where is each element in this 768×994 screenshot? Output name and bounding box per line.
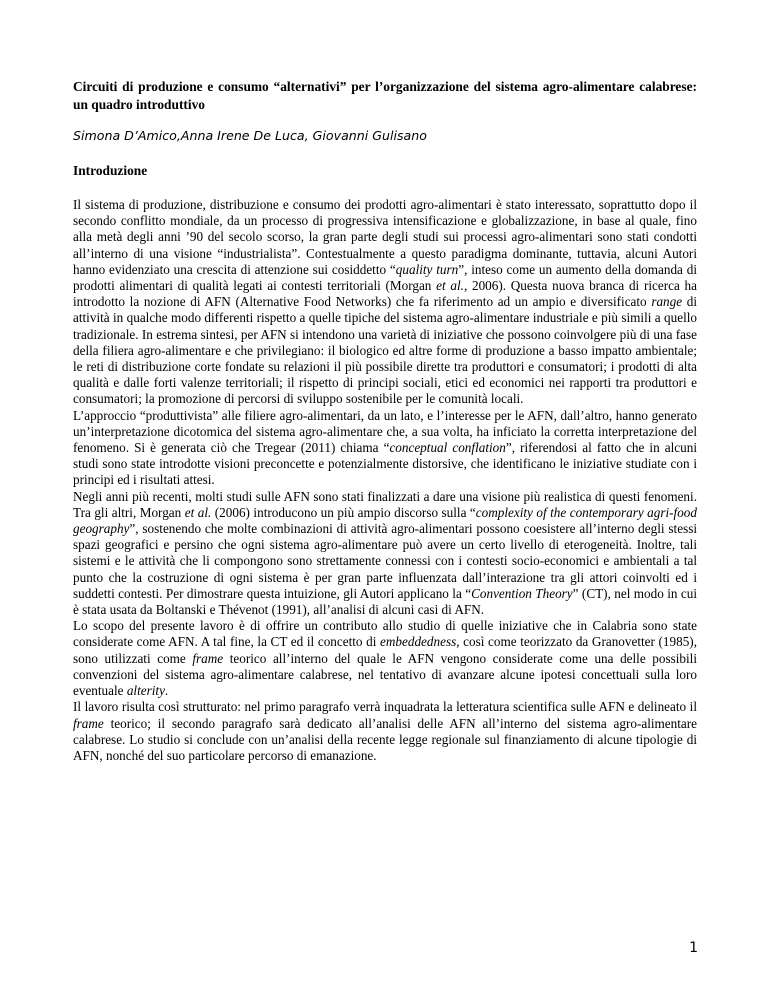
paragraph [73,489,697,619]
italic-term: frame [192,650,224,666]
italic-term: alterity [126,683,165,699]
document-title: Circuiti di produzione e consumo “alternativi” per l’organizzazione del sistema agro-alimentare calabrese: un quadro introduttivo [73,79,697,112]
text-run: (2006) introducono un più ampio discorso sulla “ [211,504,476,520]
text-run: ” (CT), nel modo in cui è stata usata da Boltanski e Thévenot (1991), all’analisi di alcuni casi di AFN. [73,585,698,618]
page-number: 1 [689,940,698,956]
section-heading: Introduzione [73,163,148,178]
body-text [73,197,697,764]
text-run: Lo scopo del presente lavoro è di offrire un contributo allo studio di quelle iniziative che in Calabria sono state considerate come AFN. A tal fine, la CT ed il concetto di [73,618,697,650]
italic-term: complexity of the contemporary agri-food geography [73,504,697,537]
italic-term: conceptual conflation [389,440,506,456]
italic-term: quality turn [395,261,459,277]
text-run: teorico; il secondo paragrafo sarà dedicato all’analisi delle AFN all’interno del sistema agro-alimentare calabrese. Lo studio si conclude con un’analisi della recente legge regionale sul finanziamento di alcune tipologie di AFN, nonché del suo particolare percorso di emanazione. [73,715,697,763]
text-run: 2006). Questa nuova branca di ricerca ha introdotto la nozione di AFN (Alternative Food Networks) che fa riferimento ad un ampio e diversificato [73,278,697,310]
text-run: . [164,683,169,699]
text-run: ”, inteso come un aumento della domanda di prodotti alimentari di qualità legati ai contesti territoriali (Morgan [73,261,697,294]
paragraph [73,699,697,764]
italic-term: range [651,294,683,310]
text-run: teorico all’interno del quale le AFN vengono considerate come una delle possibili convenzioni del sistema agro-alimentare calabrese, nel tentativo di avanzare alcune ipotesi concettuali sulla loro eventuale [73,650,697,699]
paragraph [73,408,697,489]
italic-term: et al., [436,278,468,294]
italic-term: et al. [184,504,212,520]
text-run: Il sistema di produzione, distribuzione e consumo dei prodotti agro-alimentari è stato interessato, soprattutto dopo il secondo conflitto mondiale, da un processo di progressiva intensificazione e globalizzazione, in base al quale, fino alla metà degli anni ’90 del secolo scorso, la gran parte degli studi sui processi agro-alimentari sono stati condotti all’interno di una visione “industrialista”. Contestualmente a questo paradigma dominante, tuttavia, alcuni Autori hanno evidenziato una crescita di attenzione sui cosiddetto “ [73,197,697,277]
italic-term: Convention Theory [471,585,573,601]
text-run: ”, sostenendo che molte combinazioni di attività agro-alimentari possono coesistere all’interno degli stessi spazi geografici e persino che ogni sistema agro-alimentare può avere un certo livello di eterogeneità. Inoltre, tali sistemi e le attività che li compongono sono strettamente connessi con i contesti socio-economici e ambientali a tal punto che la costruzione di ogni sistema è per gran parte influenzata dall’interazione tra gli attori coinvolti ed i suddetti contesti. Per dimostrare questa intuizione, gli Autori applicano la “ [73,521,697,601]
paragraph [73,618,697,699]
text-run: Il lavoro risulta così strutturato: nel primo paragrafo verrà inquadrata la letteratura scientifica sulle AFN e delineato il [73,699,697,715]
text-run: , così come teorizzato da Granovetter (1985), sono utilizzati come [73,634,697,666]
text-run: Negli anni più recenti, molti studi sulle AFN sono stati finalizzati a dare una visione più realistica di questi fenomeni. Tra gli altri, Morgan [73,488,697,520]
paragraph [73,197,697,408]
text-run: di attività in qualche modo differenti rispetto a quelle tipiche del sistema agro-alimentare industriale e più simili a quello tradizionale. In estrema sintesi, per AFN si intendono una varietà di iniziative che possono coinvolgere più di una fase della filiera agro-alimentare e che privilegiano: il biologico ed altre forme di produzione a basso impatto ambientale; le reti di distribuzione corte fondate su relazioni il più possibile dirette tra produttori e consumatori; i prodotti di alta qualità e dalle forti valenze territoriali; il rispetto di principi sociali, etici ed economici nei rapporti tra produttori e consumatori; la promozione di percorsi di sviluppo sostenibile per le comunità locali. [73,294,698,407]
italic-term: frame [73,715,104,731]
document-authors: Simona D’Amico,Anna Irene De Luca, Giovanni Gulisano [73,128,427,143]
text-run: L’approccio “produttivista” alle filiere agro-alimentari, da un lato, e l’interesse per le AFN, dall’altro, hanno generato un’interpretazione dicotomica del sistema agro-alimentare che, a sua volta, ha inficiato la corretta interpretazione del fenomeno. Si è generata ciò che Tregear (2011) chiama “ [73,407,697,456]
text-run: ”, riferendosi al fatto che in alcuni studi sono state introdotte visioni preconcette e potenzialmente distorsive, che identificano le iniziative studiate con i principi ed i risultati attesi. [73,440,697,488]
italic-term: embeddedness [380,634,457,650]
